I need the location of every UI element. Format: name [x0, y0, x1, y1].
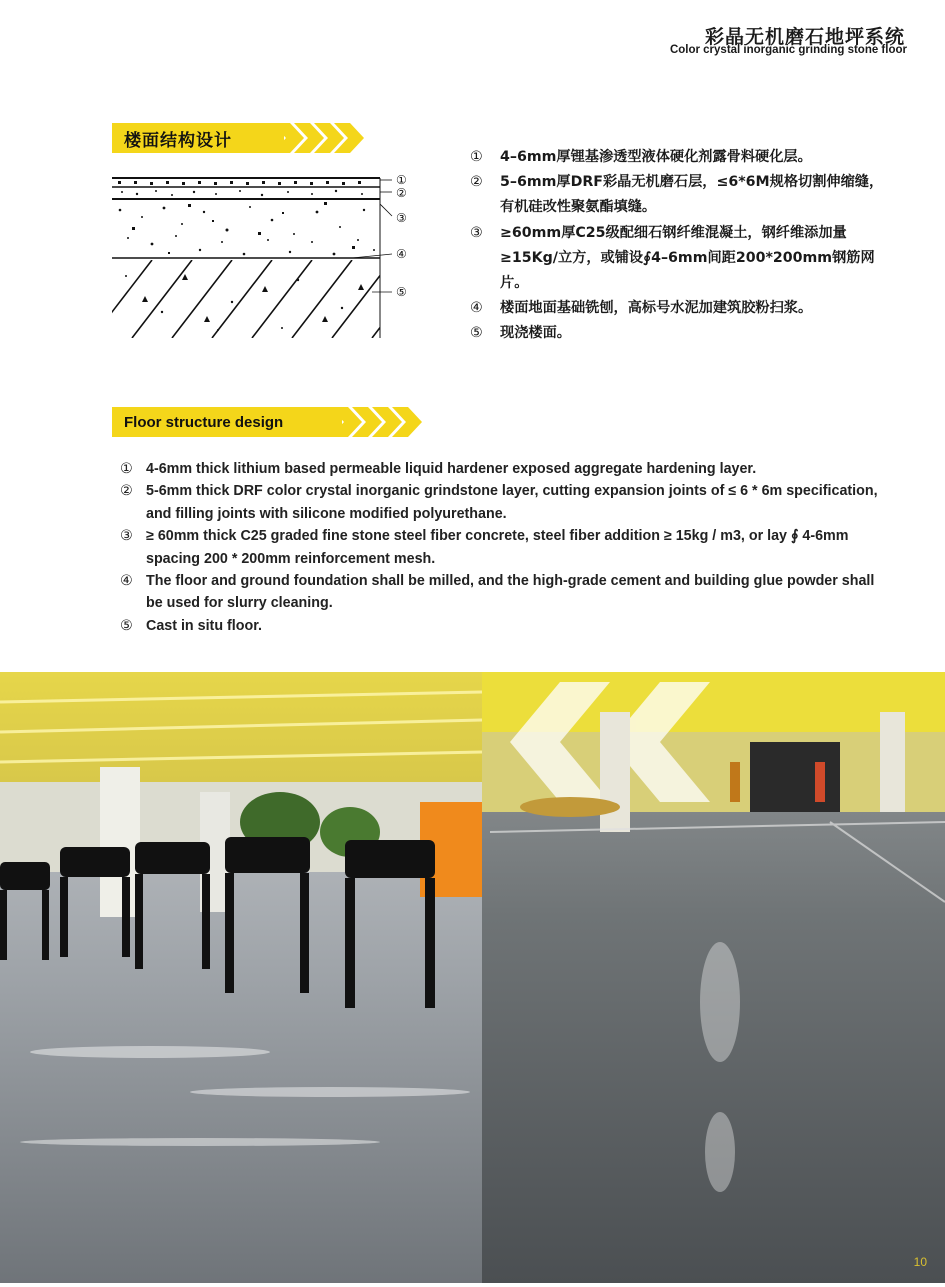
list-item — [120, 480, 880, 525]
section-banner-en — [112, 407, 422, 437]
item-number: ② — [120, 483, 133, 500]
header-title-en: Color crystal inorganic grinding stone floor — [669, 44, 907, 56]
diagram-label-1: ① — [396, 173, 407, 187]
page-number: 10 — [913, 1255, 927, 1269]
item-number: ③ — [120, 528, 133, 545]
item-text: ≥60mm厚C25级配细石钢纤维混凝土，钢纤维添加量≥15Kg/立方，或铺设∮4–6mm间距200*200mm钢筋网片。 — [500, 224, 875, 292]
section-heading-en: Floor structure design — [112, 407, 342, 437]
item-text: ≥ 60mm thick C25 graded fine stone steel fiber concrete, steel fiber addition ≥ 15kg / m3, or lay ∮ 4-6mm spacing 200 * 200mm reinforcement mesh. — [146, 528, 849, 567]
item-text: 5–6mm厚DRF彩晶无机磨石层，≤6*6M规格切割伸缩缝，有机硅改性聚氨酯填缝。 — [500, 174, 884, 216]
item-text: 楼面地面基础铣刨，高标号水泥加建筑胶粉扫浆。 — [500, 300, 813, 317]
diagram-label-2: ② — [396, 186, 407, 200]
item-number: ④ — [470, 300, 483, 317]
spec-list-en — [120, 458, 880, 637]
spec-list-cn — [470, 145, 890, 347]
item-number: ② — [470, 174, 483, 191]
list-item — [120, 570, 880, 615]
item-text: 4-6mm thick lithium based permeable liquid hardener exposed aggregate hardening layer. — [146, 461, 757, 477]
list-item — [120, 458, 880, 480]
item-text: 现浇楼面。 — [500, 325, 571, 342]
photo-cafeteria — [0, 672, 482, 1283]
list-item — [470, 170, 890, 220]
item-number: ① — [470, 149, 483, 165]
photo-strip — [0, 672, 945, 1283]
list-item — [470, 145, 890, 170]
diagram-label-3: ③ — [396, 211, 407, 225]
photo-garage — [482, 672, 945, 1283]
item-number: ⑤ — [120, 617, 133, 634]
item-text: 5-6mm thick DRF color crystal inorganic grindstone layer, cutting expansion joints of ≤ 6 * 6m specification, and filling joints with silicone modified polyurethane. — [146, 483, 878, 522]
list-item — [470, 296, 890, 321]
item-number: ① — [120, 461, 133, 477]
floor-layer-diagram — [112, 172, 422, 342]
list-item — [120, 615, 880, 637]
item-number: ③ — [470, 224, 483, 241]
list-item — [470, 321, 890, 346]
item-number: ⑤ — [470, 325, 483, 342]
diagram-label-4: ④ — [396, 247, 407, 261]
item-number: ④ — [120, 573, 133, 590]
diagram-label-5: ⑤ — [396, 285, 407, 299]
list-item — [470, 221, 890, 297]
item-text: The floor and ground foundation shall be milled, and the high-grade cement and building glue powder shall be used for slurry cleaning. — [146, 573, 875, 612]
item-text: Cast in situ floor. — [146, 617, 262, 634]
chevron-arrows-icon — [330, 407, 425, 437]
section-heading-cn: 楼面结构设计 — [112, 123, 284, 153]
item-text: 4–6mm厚锂基渗透型液体硬化剂露骨料硬化层。 — [500, 149, 812, 165]
chevron-arrows-icon — [272, 123, 367, 153]
section-banner-cn — [112, 123, 362, 153]
list-item — [120, 525, 880, 570]
header-title-cn: 彩晶无机磨石地坪系统 — [704, 26, 905, 48]
